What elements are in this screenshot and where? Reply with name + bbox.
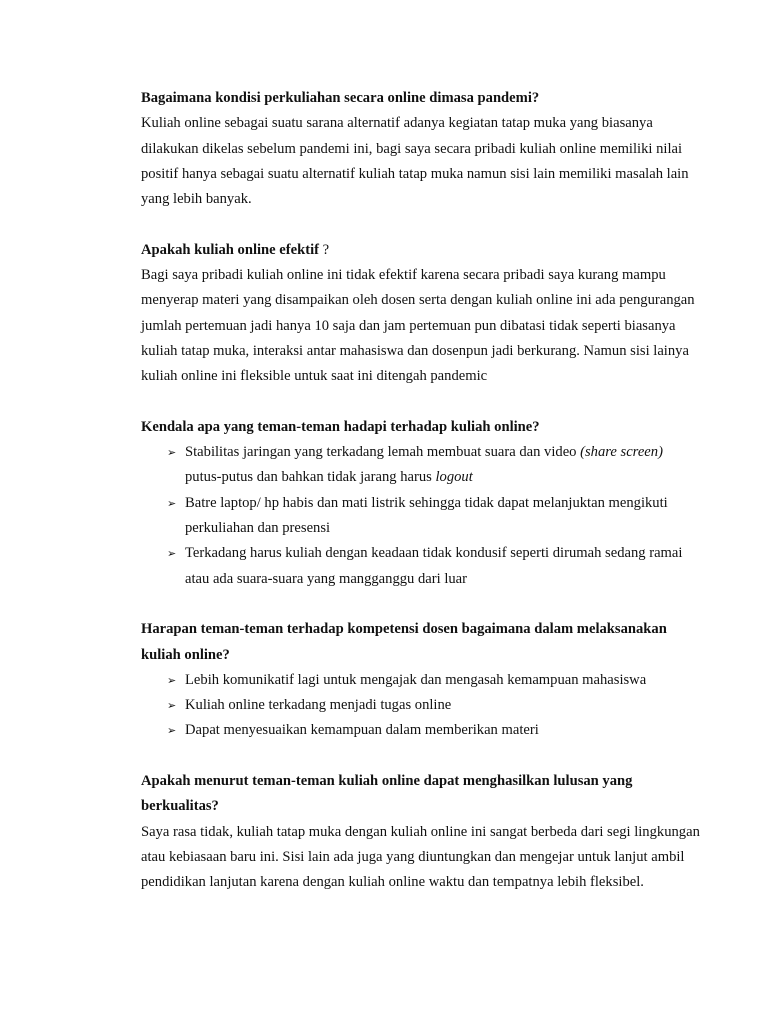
list-item — [141, 668, 701, 693]
list-item — [141, 440, 701, 491]
arrow-bullet-icon: ➢ — [167, 724, 177, 738]
bullet-list — [141, 668, 701, 744]
arrow-bullet-icon: ➢ — [167, 699, 177, 713]
list-item-text: Lebih komunikatif lagi untuk mengajak dan mengasah kemampuan mahasiswa — [185, 671, 647, 688]
list-item — [141, 491, 701, 542]
list-item — [141, 693, 701, 718]
arrow-bullet-icon: ➢ — [167, 496, 177, 510]
question-text: Apakah kuliah online efektif — [141, 241, 320, 258]
section-kualitas-lulusan — [141, 769, 701, 895]
list-item-text: Dapat menyesuaikan kemampuan dalam memberikan materi — [185, 722, 539, 739]
arrow-bullet-icon: ➢ — [167, 446, 177, 460]
list-item — [141, 718, 701, 743]
list-item-text: Batre laptop/ hp habis dan mati listrik sehingga tidak dapat melanjuktan mengikuti perkuliahan dan presensi — [185, 494, 668, 537]
section-answer: Saya rasa tidak, kuliah tatap muka dengan kuliah online ini sangat berbeda dari segi lingkungan atau kebiasaan baru ini. Sisi lain ada juga yang diuntungkan dan mengejar untuk lanjut ambil pendidikan lanjutan karena dengan kuliah online waktu dan tempatnya lebih fleksibel. — [141, 823, 700, 891]
section-kondisi-perkuliahan — [141, 86, 701, 212]
section-efektivitas — [141, 238, 701, 390]
section-answer: Bagi saya pribadi kuliah online ini tidak efektif karena secara pribadi saya kurang mampu menyerap materi yang disampaikan oleh dosen serta dengan kuliah online ini ada pengurangan jumlah pertemuan jadi hanya 10 saja dan jam pertemuan pun dibatasi tidak seperti biasanya kuliah tatap muka, interaksi antar mahasiswa dan dosenpun jadi berkurang. Namun sisi lainya kuliah online ini fleksible untuk saat ini ditengah pandemic — [141, 267, 695, 385]
section-answer: Kuliah online sebagai suatu sarana alternatif adanya kegiatan tatap muka yang biasanya dilakukan dikelas sebelum pandemi ini, bagi saya secara pribadi kuliah online memiliki nilai positif hanya sebagai suatu alternatif kuliah tatap muka namun sisi lain memiliki masalah lain yang lebih banyak. — [141, 115, 689, 208]
list-item-italic-text: (share screen) — [580, 444, 663, 461]
document-body — [141, 86, 701, 896]
arrow-bullet-icon: ➢ — [167, 673, 177, 687]
section-question: Kendala apa yang teman-teman hadapi terhadap kuliah online? — [141, 418, 540, 435]
section-question: Harapan teman-teman terhadap kompetensi dosen bagaimana dalam melaksanakan kuliah online? — [141, 621, 667, 663]
list-item-text: putus-putus dan bahkan tidak jarang harus — [185, 469, 436, 486]
list-item-text: Stabilitas jaringan yang terkadang lemah membuat suara dan video — [185, 444, 581, 461]
section-kendala — [141, 415, 701, 592]
question-mark: ? — [319, 241, 330, 258]
section-question — [141, 238, 701, 263]
section-question: Bagaimana kondisi perkuliahan secara online dimasa pandemi? — [141, 90, 540, 106]
section-harapan-dosen — [141, 617, 701, 743]
list-item — [141, 541, 701, 592]
section-question: Apakah menurut teman-teman kuliah online dapat menghasilkan lulusan yang berkualitas? — [141, 773, 633, 815]
bullet-list — [141, 440, 701, 592]
list-item-text: Kuliah online terkadang menjadi tugas online — [185, 697, 452, 714]
list-item-text: Terkadang harus kuliah dengan keadaan tidak kondusif seperti dirumah sedang ramai atau ada suara-suara yang mangganggu dari luar — [185, 545, 683, 587]
arrow-bullet-icon: ➢ — [167, 547, 177, 561]
list-item-italic-text: logout — [435, 469, 473, 486]
